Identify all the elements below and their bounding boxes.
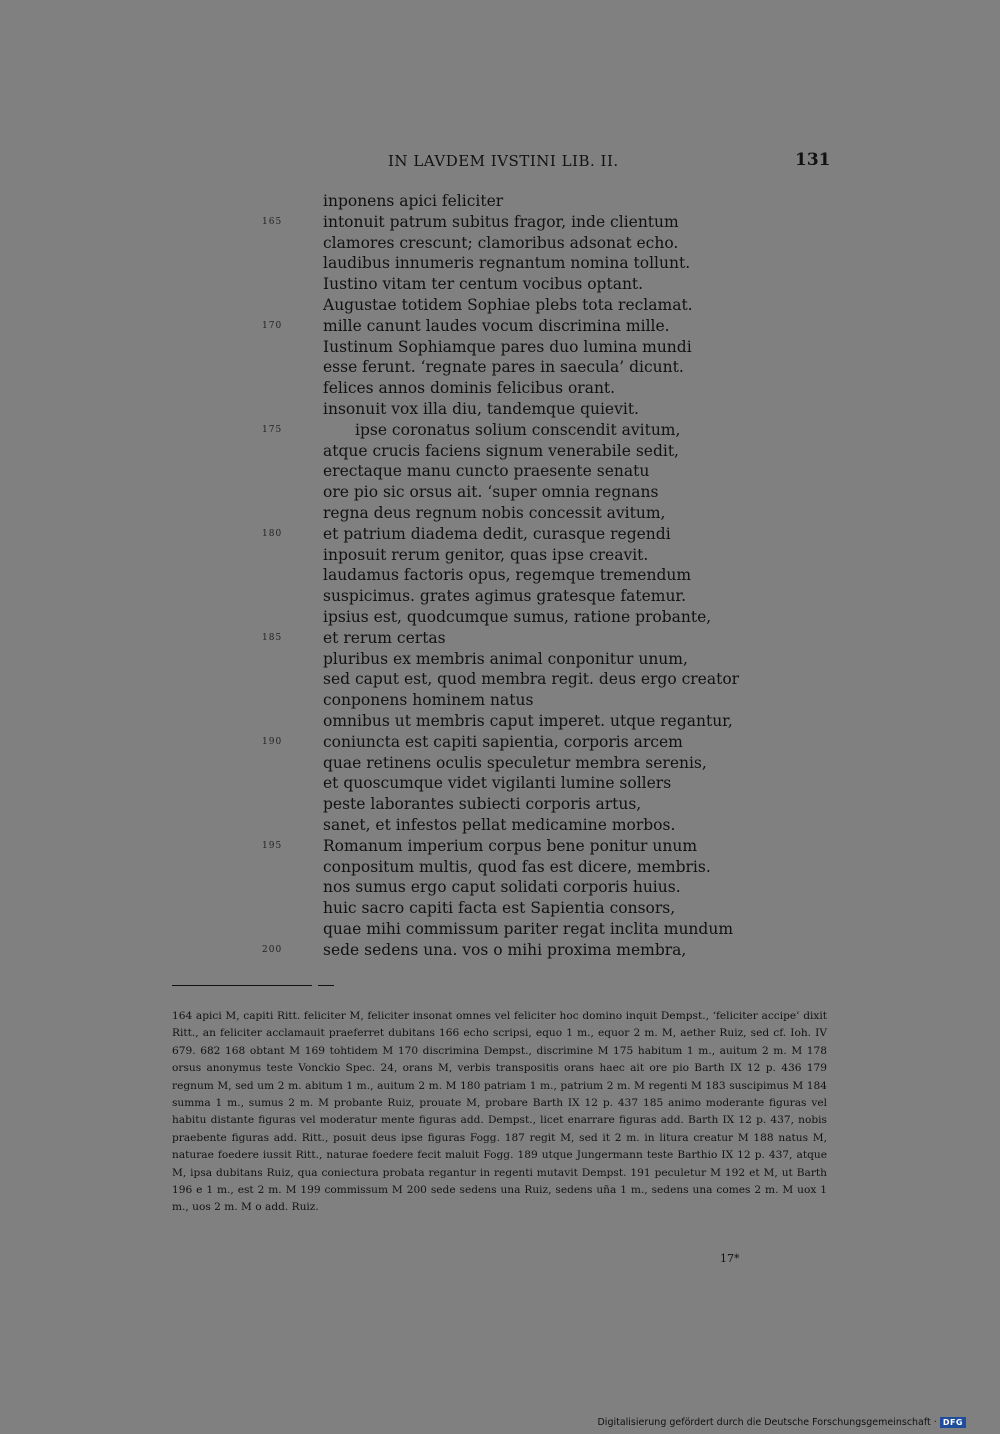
verse-text: clamores crescunt; clamoribus adsonat echo. xyxy=(323,233,679,252)
verse-line xyxy=(262,586,822,607)
line-number: 175 xyxy=(262,424,283,435)
verse-text: erectaque manu cuncto praesente senatu xyxy=(323,462,650,481)
running-title: IN LAVDEM IVSTINI LIB. II. xyxy=(388,152,619,170)
verse-text: atque crucis faciens signum venerabile sedit, xyxy=(323,441,679,460)
verse-text: conponens hominem natus xyxy=(323,691,534,710)
verse-text: et patrium diadema dedit, curasque regendi xyxy=(323,524,671,543)
verse-text: esse ferunt. ‘regnate pares in saecula’ dicunt. xyxy=(323,358,684,377)
verse-text: laudamus factoris opus, regemque tremendum xyxy=(323,566,692,585)
verse-line xyxy=(262,836,822,857)
line-number: 180 xyxy=(262,528,283,539)
verse-line xyxy=(262,898,822,919)
line-number: 165 xyxy=(262,216,283,227)
verse-line xyxy=(262,212,822,233)
verse-line xyxy=(262,524,822,545)
verse-line xyxy=(262,940,822,961)
verse-line xyxy=(262,877,822,898)
verse-line xyxy=(262,337,822,358)
verse-line xyxy=(262,919,822,940)
verse-line xyxy=(262,503,822,524)
verse-text: pluribus ex membris animal conponitur unum, xyxy=(323,649,688,668)
verse-text: coniuncta est capiti sapientia, corporis arcem xyxy=(323,732,683,751)
verse-line xyxy=(262,461,822,482)
verse-text: sanet, et infestos pellat medicamine morbos. xyxy=(323,815,676,834)
funding-text: Digitalisierung gefördert durch die Deutsche Forschungsgemeinschaft · xyxy=(597,1417,937,1428)
verse-text: regna deus regnum nobis concessit avitum, xyxy=(323,503,666,522)
verse-line xyxy=(262,607,822,628)
verse-line xyxy=(262,253,822,274)
sheet-signature: 17* xyxy=(720,1252,740,1265)
verse-line xyxy=(262,565,822,586)
verse-line xyxy=(262,420,822,441)
page-number: 131 xyxy=(795,150,831,170)
verse-text: ipse coronatus solium conscendit avitum, xyxy=(355,420,681,439)
verse-text: quae mihi commissum pariter regat inclita mundum xyxy=(323,919,734,938)
verse-text: et rerum certas xyxy=(323,628,446,647)
verse-line xyxy=(262,732,822,753)
verse-text: felices annos dominis felicibus orant. xyxy=(323,379,616,398)
poem-text xyxy=(262,191,822,960)
verse-line xyxy=(262,295,822,316)
verse-line xyxy=(262,378,822,399)
verse-line xyxy=(262,274,822,295)
verse-line xyxy=(262,794,822,815)
verse-text: peste laborantes subiecti corporis artus, xyxy=(323,795,642,814)
verse-text: insonuit vox illa diu, tandemque quievit. xyxy=(323,399,639,418)
verse-text: sede sedens una. vos o mihi proxima membra, xyxy=(323,940,687,959)
verse-text: ipsius est, quodcumque sumus, ratione probante, xyxy=(323,607,712,626)
verse-line xyxy=(262,711,822,732)
verse-line xyxy=(262,441,822,462)
verse-line xyxy=(262,316,822,337)
verse-text: Iustinum Sophiamque pares duo lumina mundi xyxy=(323,337,692,356)
verse-text: intonuit patrum subitus fragor, inde clientum xyxy=(323,212,679,231)
line-number: 190 xyxy=(262,736,283,747)
line-number: 195 xyxy=(262,840,283,851)
verse-text: Romanum imperium corpus bene ponitur unum xyxy=(323,836,698,855)
verse-line xyxy=(262,815,822,836)
verse-line xyxy=(262,773,822,794)
verse-line xyxy=(262,545,822,566)
dfg-logo-icon: DFG xyxy=(940,1417,966,1428)
verse-line xyxy=(262,628,822,649)
verse-line xyxy=(262,482,822,503)
verse-text: quae retinens oculis speculetur membra serenis, xyxy=(323,753,707,772)
verse-text: sed caput est, quod membra regit. deus ergo creator xyxy=(323,670,740,689)
verse-text: conpositum multis, quod fas est dicere, membris. xyxy=(323,857,711,876)
funding-footer xyxy=(597,1417,966,1428)
verse-text: omnibus ut membris caput imperet. utque regantur, xyxy=(323,711,733,730)
verse-line xyxy=(262,357,822,378)
line-number: 200 xyxy=(262,944,283,955)
verse-text: mille canunt laudes vocum discrimina mille. xyxy=(323,316,670,335)
verse-text: et quoscumque videt vigilanti lumine sollers xyxy=(323,774,672,793)
verse-text: inposuit rerum genitor, quas ipse creavit. xyxy=(323,545,649,564)
verse-line xyxy=(262,669,822,690)
verse-line xyxy=(262,233,822,254)
line-number: 185 xyxy=(262,632,283,643)
footnote-rule xyxy=(172,985,312,986)
verse-line xyxy=(262,690,822,711)
verse-line xyxy=(262,191,822,212)
verse-text: inponens apici feliciter xyxy=(323,192,504,210)
verse-line xyxy=(262,753,822,774)
footnote-rule-dash xyxy=(318,985,334,986)
critical-apparatus xyxy=(172,1008,827,1217)
verse-text: suspicimus. grates agimus gratesque fatemur. xyxy=(323,587,687,606)
verse-line xyxy=(262,857,822,878)
apparatus-text: 164 apici M, capiti Ritt. feliciter M, feliciter insonat omnes vel feliciter hoc domino inquit Dempst., ‘feliciter accipe’ dixit Ritt., an feliciter acclamauit praeferret dubitans 166 echo scripsi, equo 1 m., equor 2 m. M, aether Ruiz, sed cf. Ioh. IV 679. 682 168 obtant M 169 tohtidem M 170 discrimina Dempst., discrimine M 175 habitum 1 m., auitum 2 m. M 178 orsus anonymus teste Vonckio Spec. 24, orans M, verbis transpositis orans haec ait ore pio Barth IX 12 p. 436 179 regnum M, sed um 2 m. abitum 1 m., auitum 2 m. M 180 patriam 1 m., patrium 2 m. M regenti M 183 suscipimus M 184 summa 1 m., sumus 2 m. M probante Ruiz, prouate M, probare Barth IX 12 p. 437 185 animo moderante figuras vel habitu distante figuras vel moderatur mente figuras add. Dempst., licet enarrare figuras add. Barth IX 12 p. 437, nobis praebente figuras add. Ritt., posuit deus ipse figuras Fogg. 187 regit M, sed it 2 m. in litura creatur M 188 natus M, naturae foedere iussit Ritt., naturae foedere fecit maluit Fogg. 189 utque Jungermann teste Barthio IX 12 p. 437, atque M, ipsa dubitans Ruiz, qua coniectura probata regantur in regenti mutavit Dempst. 191 peculetur M 192 et M, ut Barth 196 e 1 m., est 2 m. M 199 commissum M 200 sede sedens una Ruiz, sedens uña 1 m., sedens una comes 2 m. M uox 1 m., uos 2 m. M o add. Ruiz. xyxy=(172,1010,827,1214)
verse-text: Iustino vitam ter centum vocibus optant. xyxy=(323,275,644,294)
verse-text: huic sacro capiti facta est Sapientia consors, xyxy=(323,899,676,918)
verse-line xyxy=(262,399,822,420)
verse-text: laudibus innumeris regnantum nomina tollunt. xyxy=(323,254,691,273)
line-number: 170 xyxy=(262,320,283,331)
verse-text: nos sumus ergo caput solidati corporis huius. xyxy=(323,878,681,897)
verse-text: ore pio sic orsus ait. ‘super omnia regnans xyxy=(323,483,659,502)
verse-text: Augustae totidem Sophiae plebs tota reclamat. xyxy=(323,295,693,314)
verse-line xyxy=(262,649,822,670)
